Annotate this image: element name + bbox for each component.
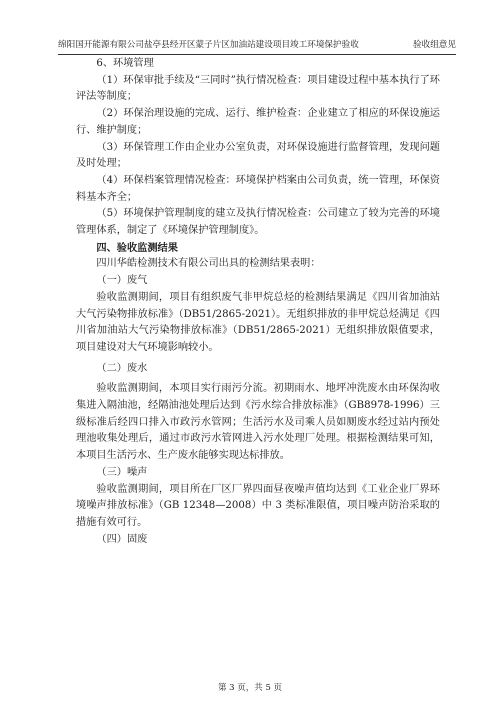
page-header [58,36,456,55]
subheading-noise: （三）噪声 [96,466,148,478]
paragraph-noise: 验收监测期间，项目所在厂区厂界四面昼夜噪声值均达到《工业企业厂界环境噪声排放标准》（GB 12348—2008）中 3 类标准限值，项目噪声防治采取的措施有效可行。 [76,483,440,528]
paragraph-item-1: （1）环保审批手续及“三同时”执行情况检查：项目建设过程中基本执行了环评法等制度； [76,74,440,103]
header-section-label: 验收组意见 [413,40,456,50]
paragraph-waste-water: 验收监测期间，本项目实行雨污分流。初期雨水、地坪冲洗废水由环保沟收集进入隔油池，经隔油池处理后达到《污水综合排放标准》（GB8978-1996）三级标准后经四口排入市政污水管网；生活污水及司乘人员如厕废水经过站内预处理池收集处理后，通过市政污水管网进入污水处理厂处理。根据检测结果可知，本项目生活污水、生产废水能够实现达标排放。 [76,383,440,462]
document-body [76,56,440,548]
paragraph-item-2: （2）环保治理设施的完成、运行、维护检查：企业建立了相应的环保设施运行、维护制度； [76,108,440,136]
page-number: 第 3 页，共 5 页 [217,683,283,693]
paragraph-item-3: （3）环保管理工作由企业办公室负责，对环保设施进行监督管理，发现问题及时处理； [76,141,440,170]
paragraph-waste-gas: 验收监测期间，项目有组织废气非甲烷总烃的检测结果满足《四川省加油站大气污染物排放标准》（DB51/2865-2021）。无组织排放的非甲烷总烃满足《四川省加油站大气污染物排放标准》（DB51/2865-2021）无组织排放限值要求，项目建设对大气环境影响较小。 [76,291,440,353]
section-heading-monitoring-results: 四、验收监测结果 [96,241,178,254]
paragraph-item-5: （5）环境保护管理制度的建立及执行情况检查：公司建立了较为完善的环境管理体系，制定了《环境保护管理制度》。 [76,208,440,237]
section-heading-env-management: 6、环境管理 [96,58,154,69]
header-project-title: 绵阳国开能源有限公司盐亭县经开区蒙子片区加油站建设项目竣工环境保护验收 [58,40,359,50]
paragraph-item-4: （4）环保档案管理情况检查：环境保护档案由公司负责，统一管理，环保资料基本齐全； [76,174,440,203]
paragraph-results-intro: 四川华皓检测技术有限公司出具的检测结果表明： [96,258,321,270]
subheading-waste-water: （二）废水 [96,362,148,374]
subheading-waste-gas: （一）废气 [96,275,148,287]
subheading-solid-waste: （四）固废 [96,533,148,545]
